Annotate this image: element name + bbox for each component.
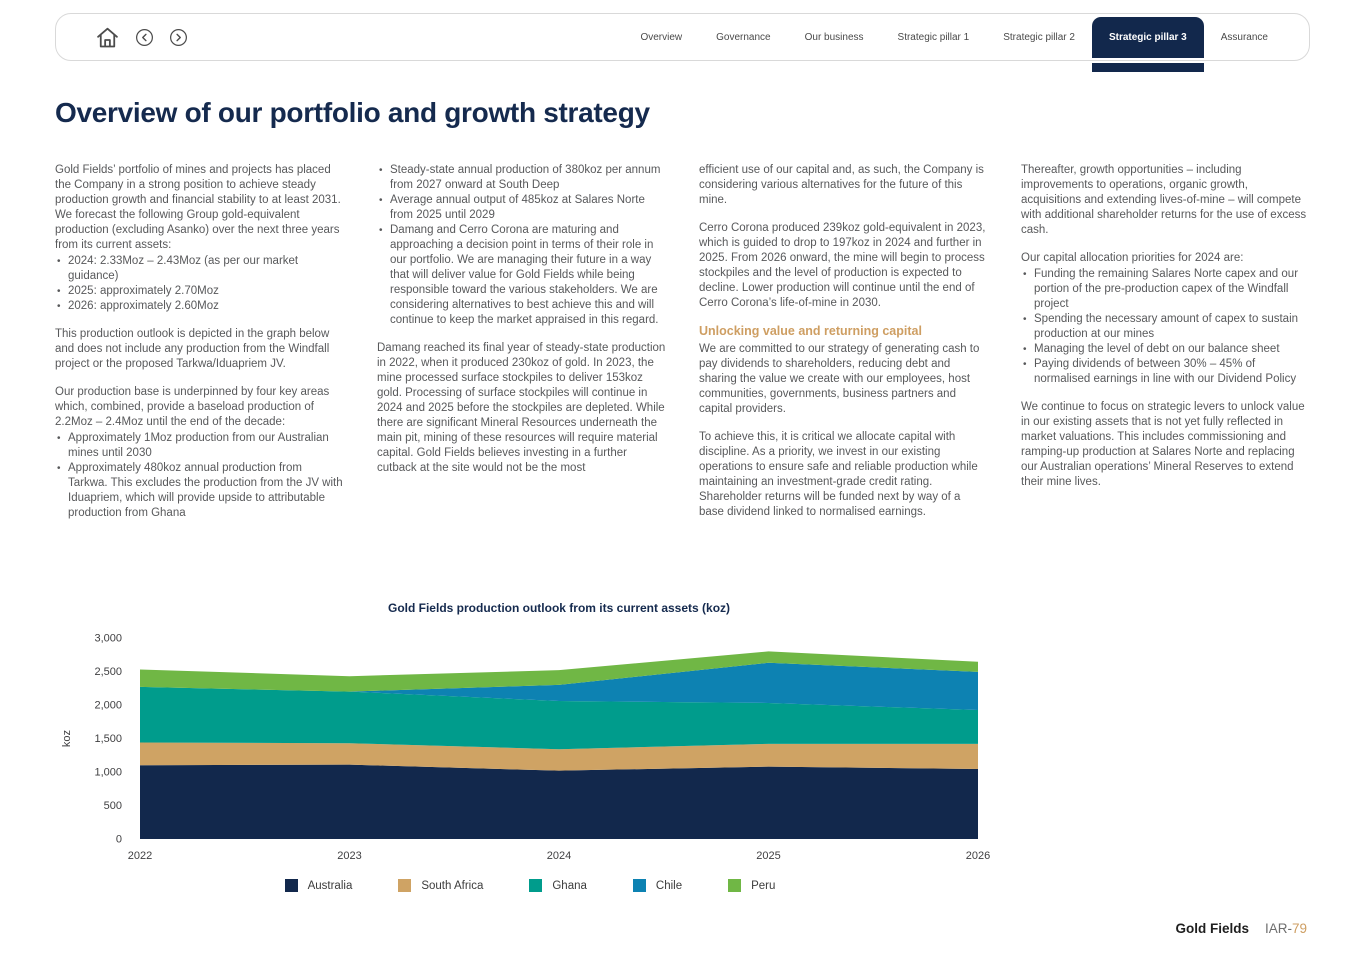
y-tick-label: 500 [103,800,122,812]
area-series-australia [140,765,978,839]
chart-legend [60,879,1000,892]
tab-strategic-pillar-3[interactable]: Strategic pillar 3 [1092,17,1204,58]
tab-strategic-pillar-1[interactable]: Strategic pillar 1 [897,31,970,43]
y-axis-label: koz [61,729,73,748]
paragraph: Our production base is underpinned by four key areas which, combined, provide a baseload production of 2.2Moz – 2.4Moz until the end of the decade: [55,386,330,428]
bullet-item: • 2025: approximately 2.70Moz [55,284,344,299]
tab-assurance[interactable]: Assurance [1220,31,1268,43]
text-column-3 [699,163,988,534]
legend-label: Peru [751,879,776,892]
bullet-item: • Approximately 1Moz production from our Australian mines until 2030 [55,431,344,461]
paragraph: We are committed to our strategy of generating cash to pay dividends to shareholders, reducing debt and sharing the value we create with our employees, host communities, governments, business partners and capital providers. [699,343,980,415]
bullet-item: • Approximately 480koz annual production from Tarkwa. This excludes the production from the JV with Iduapriem, which will provide upside to attributable production from Ghana [55,461,344,521]
text-column-2 [377,163,666,534]
bullet-item: • Paying dividends of between 30% – 45% of normalised earnings in line with our Dividend Policy [1021,357,1310,387]
home-icon[interactable] [94,24,121,51]
chevron-right-icon[interactable] [168,27,189,48]
paragraph: This production outlook is depicted in the graph below and does not include any production from the Windfall project or the proposed Tarkwa/Iduapriem JV. [55,328,330,370]
legend-label: Ghana [552,879,587,892]
footer-page-prefix: IAR- [1264,921,1292,936]
paragraph: Our capital allocation priorities for 2024 are: [1021,252,1244,264]
section-heading: Unlocking value and returning capital [699,324,922,338]
legend-item-peru [728,879,775,892]
paragraph: Thereafter, growth opportunities – including improvements to operations, organic growth, acquisitions and extending lives-of-mine – will compete with additional shareholder returns for the use of excess cash. [1021,164,1307,236]
chart-title: Gold Fields production outlook from its current assets (koz) [387,601,731,615]
legend-label: Chile [655,879,683,892]
bullet-item: • 2026: approximately 2.60Moz [55,299,344,314]
chart-plot [60,619,1000,864]
footer-page-ref [1265,921,1307,936]
bullet-item: • Spending the necessary amount of capex to sustain production at our mines [1021,312,1310,342]
legend-item-south-africa [398,879,483,892]
y-tick-label: 2,500 [94,666,122,678]
bullet-list [377,163,666,328]
y-tick-label: 2,000 [94,699,122,712]
legend-label: Australia [307,879,353,892]
legend-swatch [529,879,542,892]
y-tick-label: 1,500 [94,733,122,745]
chevron-left-icon[interactable] [134,27,155,48]
x-tick-label: 2026 [965,850,991,862]
legend-swatch [728,879,741,892]
page-footer [1175,921,1307,936]
legend-swatch [398,879,411,892]
footer-page-number: 79 [1291,921,1307,936]
x-tick-label: 2025 [756,850,781,862]
y-tick-label: 0 [115,833,122,846]
bullet-item: • Average annual output of 485koz at Salares Norte from 2025 until 2029 [377,193,666,223]
paragraph: efficient use of our capital and, as such, the Company is considering various alternatives for the future of this mine. [699,164,984,206]
y-tick-label: 3,000 [94,632,122,645]
bullet-item: • Managing the level of debt on our balance sheet [1021,342,1310,357]
bullet-list [1021,267,1310,387]
text-column-4 [1021,163,1310,534]
page-title: Overview of our portfolio and growth strategy [55,97,650,128]
paragraph: We continue to focus on strategic levers to unlock value in our existing assets that is not yet fully reflected in market valuations. This includes commissioning and ramping-up production at Salares Norte and replacing our Australian operations’ Mineral Reserves to extend their mine lives. [1021,401,1305,488]
legend-item-chile [633,879,682,892]
paragraph: Cerro Corona produced 239koz gold-equivalent in 2023, which is guided to drop to 197koz in 2024 and further in 2025. From 2026 onward, the mine will begin to process stockpiles and the level of production is expected to decline. Lower production will continue until the end of Cerro Corona’s life-of-mine in 2030. [699,222,986,309]
content-columns [55,163,1310,534]
tab-our-business[interactable]: Our business [804,31,864,43]
legend-swatch [285,879,298,892]
x-tick-label: 2023 [337,850,362,862]
bullet-item: • Steady-state annual production of 380koz per annum from 2027 onward at South Deep [377,163,666,193]
bullet-list [55,254,344,314]
paragraph: To achieve this, it is critical we allocate capital with discipline. As a priority, we invest in our existing operations to ensure safe and reliable production while maintaining an investment-grade credit rating. Shareholder returns will be funded next by way of a base dividend linked to normalised earnings. [699,431,978,518]
legend-item-ghana [529,879,587,892]
tab-strategic-pillar-2[interactable]: Strategic pillar 2 [1003,31,1075,43]
y-tick-label: 1,000 [94,766,122,779]
bullet-item: • Funding the remaining Salares Norte capex and our portion of the pre-production capex of the Windfall project [1021,267,1310,312]
tab-overview[interactable]: Overview [640,31,683,43]
top-navigation-bar [55,13,1310,61]
header-icon-group [56,24,189,51]
paragraph: Gold Fields’ portfolio of mines and projects has placed the Company in a strong position to achieve steady production growth and financial stability to at least 2031. We forecast the following Group gold-equivalent production (excluding Asanko) over the next three years from its current assets: [55,164,341,251]
tab-governance[interactable]: Governance [716,31,771,43]
nav-tabs [623,14,1309,60]
x-tick-label: 2024 [546,850,572,862]
bullet-item: • 2024: 2.33Moz – 2.43Moz (as per our market guidance) [55,254,344,284]
footer-brand: Gold Fields [1175,921,1249,936]
paragraph: Damang reached its final year of steady-state production in 2022, when it produced 230koz of gold. In 2023, the mine processed surface stockpiles to deliver 153koz gold. Processing of surface stockpiles will continue in 2024 and 2025 before the stockpiles are depleted. While there are significant Mineral Resources underneath the main pit, mining of these resources will require material capital. Gold Fields believes investing in a further cutback at the site would not be the most [377,342,666,474]
text-column-1 [55,163,344,534]
bullet-item: • Damang and Cerro Corona are maturing and approaching a decision point in terms of their role in our portfolio. We are managing their future in a way that will deliver value for Gold Fields while being responsible toward the various stakeholders. We are considering alternatives to best achieve this and will continue to keep the market appraised in this regard. [377,223,666,328]
bullet-list [55,431,344,521]
legend-label: South Africa [421,879,484,892]
legend-item-australia [285,879,353,892]
x-tick-label: 2022 [127,850,153,862]
legend-swatch [633,879,646,892]
